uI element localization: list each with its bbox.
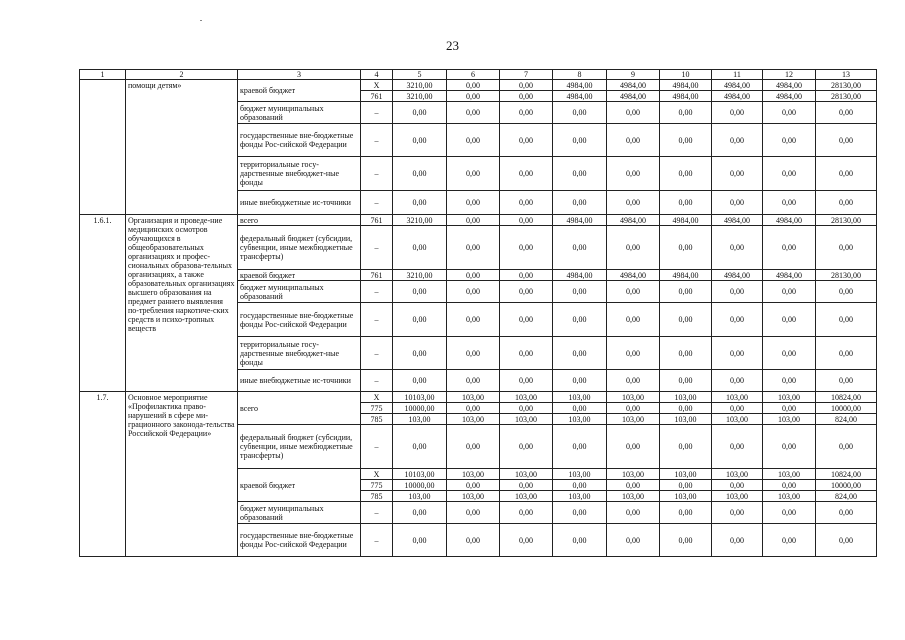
amount-cell: 0,00 [553, 124, 607, 157]
funding-source: бюджет муниципальных образований [238, 502, 361, 524]
amount-cell: 0,00 [816, 425, 877, 469]
amount-cell: 103,00 [500, 491, 553, 502]
amount-cell: 103,00 [447, 392, 500, 403]
budget-code: – [361, 303, 393, 337]
amount-cell: 103,00 [500, 392, 553, 403]
amount-cell: 10000,00 [393, 480, 447, 491]
amount-cell: 4984,00 [660, 270, 712, 281]
amount-cell: 4984,00 [763, 270, 816, 281]
amount-cell: 4984,00 [763, 91, 816, 102]
amount-cell: 103,00 [393, 491, 447, 502]
amount-cell: 0,00 [712, 370, 763, 392]
amount-cell: 3210,00 [393, 270, 447, 281]
amount-cell: 0,00 [500, 215, 553, 226]
table-row [80, 392, 877, 403]
amount-cell: 0,00 [660, 124, 712, 157]
column-header: 8 [553, 70, 607, 80]
amount-cell: 824,00 [816, 491, 877, 502]
amount-cell: 0,00 [393, 524, 447, 557]
amount-cell: 0,00 [500, 191, 553, 215]
amount-cell: 0,00 [553, 157, 607, 191]
amount-cell: 4984,00 [712, 270, 763, 281]
amount-cell: 4984,00 [660, 91, 712, 102]
amount-cell: 0,00 [607, 102, 660, 124]
amount-cell: 0,00 [447, 524, 500, 557]
amount-cell: 4984,00 [712, 215, 763, 226]
funding-source: краевой бюджет [238, 469, 361, 502]
column-header: 13 [816, 70, 877, 80]
amount-cell: 0,00 [763, 502, 816, 524]
amount-cell: 0,00 [816, 226, 877, 270]
amount-cell: 0,00 [660, 102, 712, 124]
budget-code: 761 [361, 91, 393, 102]
amount-cell: 0,00 [763, 425, 816, 469]
amount-cell: 0,00 [712, 157, 763, 191]
budget-code: 785 [361, 491, 393, 502]
amount-cell: 0,00 [763, 524, 816, 557]
amount-cell: 0,00 [712, 191, 763, 215]
amount-cell: 0,00 [393, 226, 447, 270]
amount-cell: 103,00 [712, 469, 763, 480]
amount-cell: 0,00 [763, 281, 816, 303]
amount-cell: 0,00 [500, 524, 553, 557]
amount-cell: 0,00 [553, 370, 607, 392]
amount-cell: 0,00 [712, 524, 763, 557]
funding-source: территориальные госу-дарственные внебюджет-ные фонды [238, 337, 361, 370]
column-header: 12 [763, 70, 816, 80]
funding-source: всего [238, 215, 361, 226]
amount-cell: 0,00 [763, 370, 816, 392]
amount-cell: 103,00 [763, 392, 816, 403]
amount-cell: 0,00 [447, 215, 500, 226]
amount-cell: 0,00 [660, 281, 712, 303]
budget-code: X [361, 392, 393, 403]
amount-cell: 0,00 [763, 403, 816, 414]
amount-cell: 3210,00 [393, 215, 447, 226]
amount-cell: 0,00 [500, 91, 553, 102]
amount-cell: 0,00 [660, 303, 712, 337]
table-row [80, 80, 877, 91]
amount-cell: 4984,00 [712, 80, 763, 91]
amount-cell: 4984,00 [553, 80, 607, 91]
amount-cell: 0,00 [607, 480, 660, 491]
amount-cell: 28130,00 [816, 270, 877, 281]
amount-cell: 10000,00 [816, 403, 877, 414]
amount-cell: 4984,00 [607, 80, 660, 91]
amount-cell: 10103,00 [393, 392, 447, 403]
measure-name: Основное мероприятие «Профилактика право-нарушений в сфере ми-грационного законода-тельства Российской Федерации» [126, 392, 238, 557]
amount-cell: 0,00 [660, 191, 712, 215]
page-number: 23 [446, 38, 459, 53]
budget-code: – [361, 124, 393, 157]
amount-cell: 0,00 [500, 124, 553, 157]
amount-cell: 0,00 [712, 303, 763, 337]
amount-cell: 10824,00 [816, 392, 877, 403]
amount-cell: 0,00 [816, 502, 877, 524]
amount-cell: 0,00 [607, 425, 660, 469]
amount-cell: 0,00 [763, 102, 816, 124]
amount-cell: 0,00 [607, 303, 660, 337]
amount-cell: 0,00 [660, 502, 712, 524]
funding-source: бюджет муниципальных образований [238, 281, 361, 303]
amount-cell: 0,00 [607, 524, 660, 557]
column-header: 3 [238, 70, 361, 80]
budget-code: – [361, 524, 393, 557]
amount-cell: 103,00 [393, 414, 447, 425]
amount-cell: 103,00 [660, 392, 712, 403]
amount-cell: 0,00 [447, 337, 500, 370]
amount-cell: 0,00 [607, 191, 660, 215]
amount-cell: 0,00 [763, 337, 816, 370]
amount-cell: 0,00 [553, 303, 607, 337]
amount-cell: 10103,00 [393, 469, 447, 480]
amount-cell: 0,00 [660, 337, 712, 370]
amount-cell: 0,00 [816, 524, 877, 557]
budget-code: X [361, 469, 393, 480]
amount-cell: 0,00 [553, 524, 607, 557]
amount-cell: 0,00 [816, 157, 877, 191]
amount-cell: 0,00 [712, 226, 763, 270]
amount-cell: 0,00 [660, 524, 712, 557]
column-header: 5 [393, 70, 447, 80]
column-header: 7 [500, 70, 553, 80]
funding-source: краевой бюджет [238, 270, 361, 281]
funding-source: государственные вне-бюджетные фонды Рос-сийской Федерации [238, 124, 361, 157]
column-header: 1 [80, 70, 126, 80]
amount-cell: 4984,00 [763, 215, 816, 226]
amount-cell: 0,00 [553, 281, 607, 303]
amount-cell: 0,00 [763, 124, 816, 157]
amount-cell: 4984,00 [553, 270, 607, 281]
amount-cell: 0,00 [712, 403, 763, 414]
amount-cell: 103,00 [447, 491, 500, 502]
amount-cell: 0,00 [763, 480, 816, 491]
amount-cell: 0,00 [712, 281, 763, 303]
budget-code: – [361, 502, 393, 524]
amount-cell: 0,00 [712, 425, 763, 469]
amount-cell: 0,00 [500, 480, 553, 491]
amount-cell: 103,00 [553, 414, 607, 425]
budget-code: X [361, 80, 393, 91]
amount-cell: 0,00 [607, 124, 660, 157]
amount-cell: 0,00 [393, 281, 447, 303]
amount-cell: 28130,00 [816, 91, 877, 102]
amount-cell: 0,00 [553, 425, 607, 469]
amount-cell: 0,00 [500, 157, 553, 191]
budget-code: – [361, 337, 393, 370]
table-row [80, 215, 877, 226]
amount-cell: 0,00 [607, 226, 660, 270]
funding-source: иные внебюджетные ис-точники [238, 370, 361, 392]
amount-cell: 0,00 [816, 102, 877, 124]
amount-cell: 103,00 [607, 469, 660, 480]
amount-cell: 0,00 [607, 502, 660, 524]
amount-cell: 0,00 [816, 303, 877, 337]
amount-cell: 0,00 [712, 102, 763, 124]
amount-cell: 0,00 [447, 157, 500, 191]
amount-cell: 4984,00 [712, 91, 763, 102]
amount-cell: 4984,00 [553, 91, 607, 102]
amount-cell: 0,00 [660, 226, 712, 270]
amount-cell: 103,00 [500, 414, 553, 425]
amount-cell: 0,00 [500, 403, 553, 414]
amount-cell: 0,00 [607, 337, 660, 370]
amount-cell: 0,00 [607, 157, 660, 191]
amount-cell: 4984,00 [607, 270, 660, 281]
amount-cell: 0,00 [393, 157, 447, 191]
amount-cell: 0,00 [447, 403, 500, 414]
amount-cell: 0,00 [660, 480, 712, 491]
amount-cell: 0,00 [393, 191, 447, 215]
amount-cell: 103,00 [607, 491, 660, 502]
amount-cell: 0,00 [447, 425, 500, 469]
measure-number: 1.7. [80, 392, 126, 557]
scan-speck [200, 20, 202, 21]
amount-cell: 0,00 [500, 303, 553, 337]
amount-cell: 0,00 [500, 226, 553, 270]
amount-cell: 103,00 [660, 469, 712, 480]
amount-cell: 824,00 [816, 414, 877, 425]
amount-cell: 4984,00 [660, 215, 712, 226]
amount-cell: 0,00 [607, 403, 660, 414]
amount-cell: 0,00 [660, 157, 712, 191]
amount-cell: 0,00 [500, 502, 553, 524]
budget-code: 785 [361, 414, 393, 425]
budget-code: – [361, 281, 393, 303]
amount-cell: 0,00 [447, 270, 500, 281]
amount-cell: 28130,00 [816, 80, 877, 91]
column-header: 4 [361, 70, 393, 80]
amount-cell: 4984,00 [763, 80, 816, 91]
amount-cell: 0,00 [712, 124, 763, 157]
amount-cell: 103,00 [712, 392, 763, 403]
amount-cell: 103,00 [712, 414, 763, 425]
amount-cell: 0,00 [763, 157, 816, 191]
amount-cell: 0,00 [553, 403, 607, 414]
budget-code: 775 [361, 480, 393, 491]
amount-cell: 0,00 [500, 270, 553, 281]
amount-cell: 4984,00 [607, 91, 660, 102]
column-header: 10 [660, 70, 712, 80]
budget-code: – [361, 191, 393, 215]
amount-cell: 0,00 [712, 337, 763, 370]
funding-source: государственные вне-бюджетные фонды Рос-сийской Федерации [238, 524, 361, 557]
amount-cell: 0,00 [393, 425, 447, 469]
amount-cell: 0,00 [447, 303, 500, 337]
funding-source: федеральный бюджет (субсидии, субвенции, иные межбюджетные трансферты) [238, 425, 361, 469]
amount-cell: 0,00 [763, 191, 816, 215]
amount-cell: 103,00 [660, 491, 712, 502]
amount-cell: 0,00 [553, 502, 607, 524]
amount-cell: 0,00 [393, 337, 447, 370]
column-header: 9 [607, 70, 660, 80]
amount-cell: 0,00 [553, 337, 607, 370]
amount-cell: 0,00 [553, 480, 607, 491]
amount-cell: 103,00 [763, 491, 816, 502]
measure-name: Организация и проведе-ние медицинских осмотров обучающихся в общеобразовательных организациях и профес-сиональных образова-тельных организациях, а также образовательных организациях высшего образования на предмет раннего выявления по-требления наркотиче-ских средств и психо-тропных веществ [126, 215, 238, 392]
amount-cell: 0,00 [660, 403, 712, 414]
amount-cell: 0,00 [447, 281, 500, 303]
amount-cell: 0,00 [553, 191, 607, 215]
amount-cell: 0,00 [500, 281, 553, 303]
amount-cell: 103,00 [607, 392, 660, 403]
amount-cell: 0,00 [712, 480, 763, 491]
amount-cell: 10000,00 [816, 480, 877, 491]
budget-code: – [361, 425, 393, 469]
amount-cell: 0,00 [447, 502, 500, 524]
amount-cell: 103,00 [447, 414, 500, 425]
amount-cell: 0,00 [553, 102, 607, 124]
funding-source: территориальные госу-дарственные внебюджет-ные фонды [238, 157, 361, 191]
amount-cell: 103,00 [553, 392, 607, 403]
funding-source: государственные вне-бюджетные фонды Рос-сийской Федерации [238, 303, 361, 337]
amount-cell: 0,00 [763, 303, 816, 337]
column-header: 6 [447, 70, 500, 80]
amount-cell: 0,00 [500, 370, 553, 392]
amount-cell: 0,00 [447, 91, 500, 102]
amount-cell: 0,00 [447, 102, 500, 124]
column-header: 11 [712, 70, 763, 80]
amount-cell: 3210,00 [393, 80, 447, 91]
budget-code: – [361, 157, 393, 191]
amount-cell: 0,00 [553, 226, 607, 270]
budget-code: – [361, 226, 393, 270]
amount-cell: 0,00 [712, 502, 763, 524]
amount-cell: 103,00 [712, 491, 763, 502]
amount-cell: 0,00 [763, 226, 816, 270]
funding-source: федеральный бюджет (субсидии, субвенции, иные межбюджетные трансферты) [238, 226, 361, 270]
amount-cell: 0,00 [500, 80, 553, 91]
amount-cell: 0,00 [500, 425, 553, 469]
amount-cell: 4984,00 [660, 80, 712, 91]
amount-cell: 0,00 [607, 370, 660, 392]
amount-cell: 103,00 [447, 469, 500, 480]
amount-cell: 103,00 [763, 414, 816, 425]
amount-cell: 4984,00 [607, 215, 660, 226]
amount-cell: 0,00 [447, 370, 500, 392]
amount-cell: 10000,00 [393, 403, 447, 414]
amount-cell: 103,00 [500, 469, 553, 480]
amount-cell: 103,00 [660, 414, 712, 425]
funding-source: краевой бюджет [238, 80, 361, 102]
header-row [80, 70, 877, 80]
funding-source: всего [238, 392, 361, 425]
amount-cell: 103,00 [607, 414, 660, 425]
budget-code: – [361, 370, 393, 392]
budget-code: 761 [361, 215, 393, 226]
amount-cell: 0,00 [500, 337, 553, 370]
amount-cell: 0,00 [447, 226, 500, 270]
amount-cell: 0,00 [816, 370, 877, 392]
amount-cell: 0,00 [393, 370, 447, 392]
amount-cell: 0,00 [447, 191, 500, 215]
amount-cell: 10824,00 [816, 469, 877, 480]
budget-code: 761 [361, 270, 393, 281]
amount-cell: 103,00 [553, 491, 607, 502]
amount-cell: 103,00 [763, 469, 816, 480]
amount-cell: 0,00 [816, 281, 877, 303]
amount-cell: 0,00 [660, 370, 712, 392]
measure-number [80, 80, 126, 215]
amount-cell: 0,00 [816, 191, 877, 215]
measure-number: 1.6.1. [80, 215, 126, 392]
budget-code: 775 [361, 403, 393, 414]
amount-cell: 0,00 [393, 303, 447, 337]
amount-cell: 28130,00 [816, 215, 877, 226]
amount-cell: 0,00 [816, 124, 877, 157]
amount-cell: 0,00 [393, 502, 447, 524]
amount-cell: 0,00 [660, 425, 712, 469]
amount-cell: 103,00 [553, 469, 607, 480]
amount-cell: 0,00 [447, 480, 500, 491]
funding-source: иные внебюджетные ис-точники [238, 191, 361, 215]
amount-cell: 0,00 [607, 281, 660, 303]
funding-source: бюджет муниципальных образований [238, 102, 361, 124]
amount-cell: 0,00 [393, 102, 447, 124]
measure-name: помощи детям» [126, 80, 238, 215]
amount-cell: 0,00 [816, 337, 877, 370]
amount-cell: 0,00 [500, 102, 553, 124]
amount-cell: 0,00 [447, 124, 500, 157]
budget-code: – [361, 102, 393, 124]
column-header: 2 [126, 70, 238, 80]
amount-cell: 4984,00 [553, 215, 607, 226]
amount-cell: 0,00 [393, 124, 447, 157]
amount-cell: 0,00 [447, 80, 500, 91]
budget-table [79, 69, 877, 557]
amount-cell: 3210,00 [393, 91, 447, 102]
